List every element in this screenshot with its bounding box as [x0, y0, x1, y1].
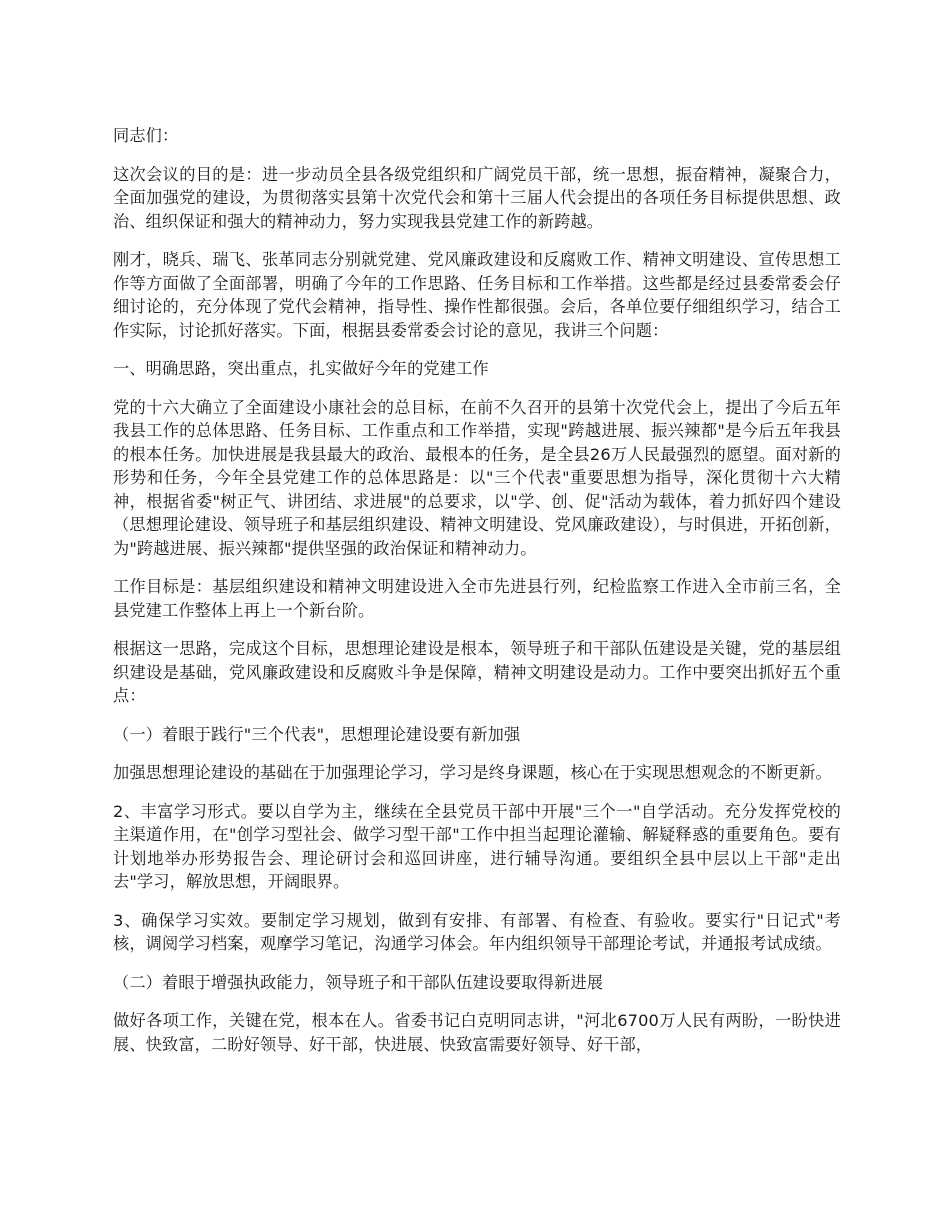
- paragraph-five-priorities: 根据这一思路，完成这个目标，思想理论建设是根本，领导班子和干部队伍建设是关键，党的基层组织建设是基础，党风廉政建设和反腐败斗争是保障，精神文明建设是动力。工作中要突出抓好五个重点：: [113, 639, 841, 705]
- paragraph-study-results: 3、确保学习实效。要制定学习规划，做到有安排、有部署、有检查、有验收。要实行"日记式"考核，调阅学习档案，观摩学习笔记，沟通学习体会。年内组织领导干部理论考试，并通报考试成绩。: [113, 910, 841, 953]
- salutation: 同志们：: [113, 126, 179, 145]
- paragraph-theory-study: 加强思想理论建设的基础在于加强理论学习，学习是终身课题，核心在于实现思想观念的不断更新。: [113, 763, 832, 782]
- paragraph-meeting-purpose: 这次会议的目的是：进一步动员全县各级党组织和广阔党员干部，统一思想，振奋精神，凝聚合力，全面加强党的建设，为贯彻落实县第十次党代会和第十三届人代会提出的各项任务目标提供思想、政治、组织保证和强大的精神动力，努力实现我县党建工作的新跨越。: [113, 164, 841, 231]
- subsection-heading-one: （一）着眼于践行"三个代表"，思想理论建设要有新加强: [113, 724, 521, 744]
- subsection-heading-two: （二）着眼于增强执政能力，领导班子和干部队伍建设要取得新进展: [113, 972, 604, 992]
- paragraph-overall-thinking: 党的十六大确立了全面建设小康社会的总目标，在前不久召开的县第十次党代会上，提出了今后五年我县工作的总体思路、任务目标、工作重点和工作举措，实现"跨越进展、振兴辣都"是今后五年我县的根本任务。加快进展是我县最大的政治、最根本的任务，是全县26万人民最强烈的愿望。面对新的形势和任务，今年全县党建工作的总体思路是：以"三个代表"重要思想为指导，深化贯彻十六大精神，根据省委"树正气、讲团结、求进展"的总要求，以"学、创、促"活动为载体，着力抓好四个建设（思想理论建设、领导班子和基层组织建设、精神文明建设、党风廉政建设），与时俱进，开拓创新，为"跨越进展、振兴辣都"提供坚强的政治保证和精神动力。: [113, 397, 841, 558]
- paragraph-work-goals: 工作目标是：基层组织建设和精神文明建设进入全市先进县行列，纪检监察工作进入全市前三名，全县党建工作整体上再上一个新台阶。: [113, 577, 841, 620]
- section-heading-one: 一、明确思路，突出重点，扎实做好今年的党建工作: [113, 359, 489, 378]
- document-body: [113, 124, 841, 1071]
- paragraph-study-forms: 2、丰富学习形式。要以自学为主，继续在全县党员干部中开展"三个一"自学活动。充分发挥党校的主渠道作用，在"创学习型社会、做学习型干部"工作中担当起理论灌输、解疑释惑的重要角色。要有计划地举办形势报告会、理论研讨会和巡回讲座，进行辅导沟通。要组织全县中层以上干部"走出去"学习，解放思想，开阔眼界。: [113, 801, 841, 891]
- paragraph-key-is-party: 做好各项工作，关键在党，根本在人。省委书记白克明同志讲，"河北6700万人民有两盼，一盼快进展、快致富，二盼好领导、好干部，快进展、快致富需要好领导、好干部，: [113, 1011, 841, 1054]
- paragraph-deployment-summary: 刚才，晓兵、瑞飞、张革同志分别就党建、党风廉政建设和反腐败工作、精神文明建设、宣传思想工作等方面做了全面部署，明确了今年的工作思路、任务目标和工作举措。这些都是经过县委常委会仔细讨论的，充分体现了党代会精神，指导性、操作性都很强。会后，各单位要仔细组织学习，结合工作实际，讨论抓好落实。下面，根据县委常委会讨论的意见，我讲三个问题：: [113, 250, 841, 340]
